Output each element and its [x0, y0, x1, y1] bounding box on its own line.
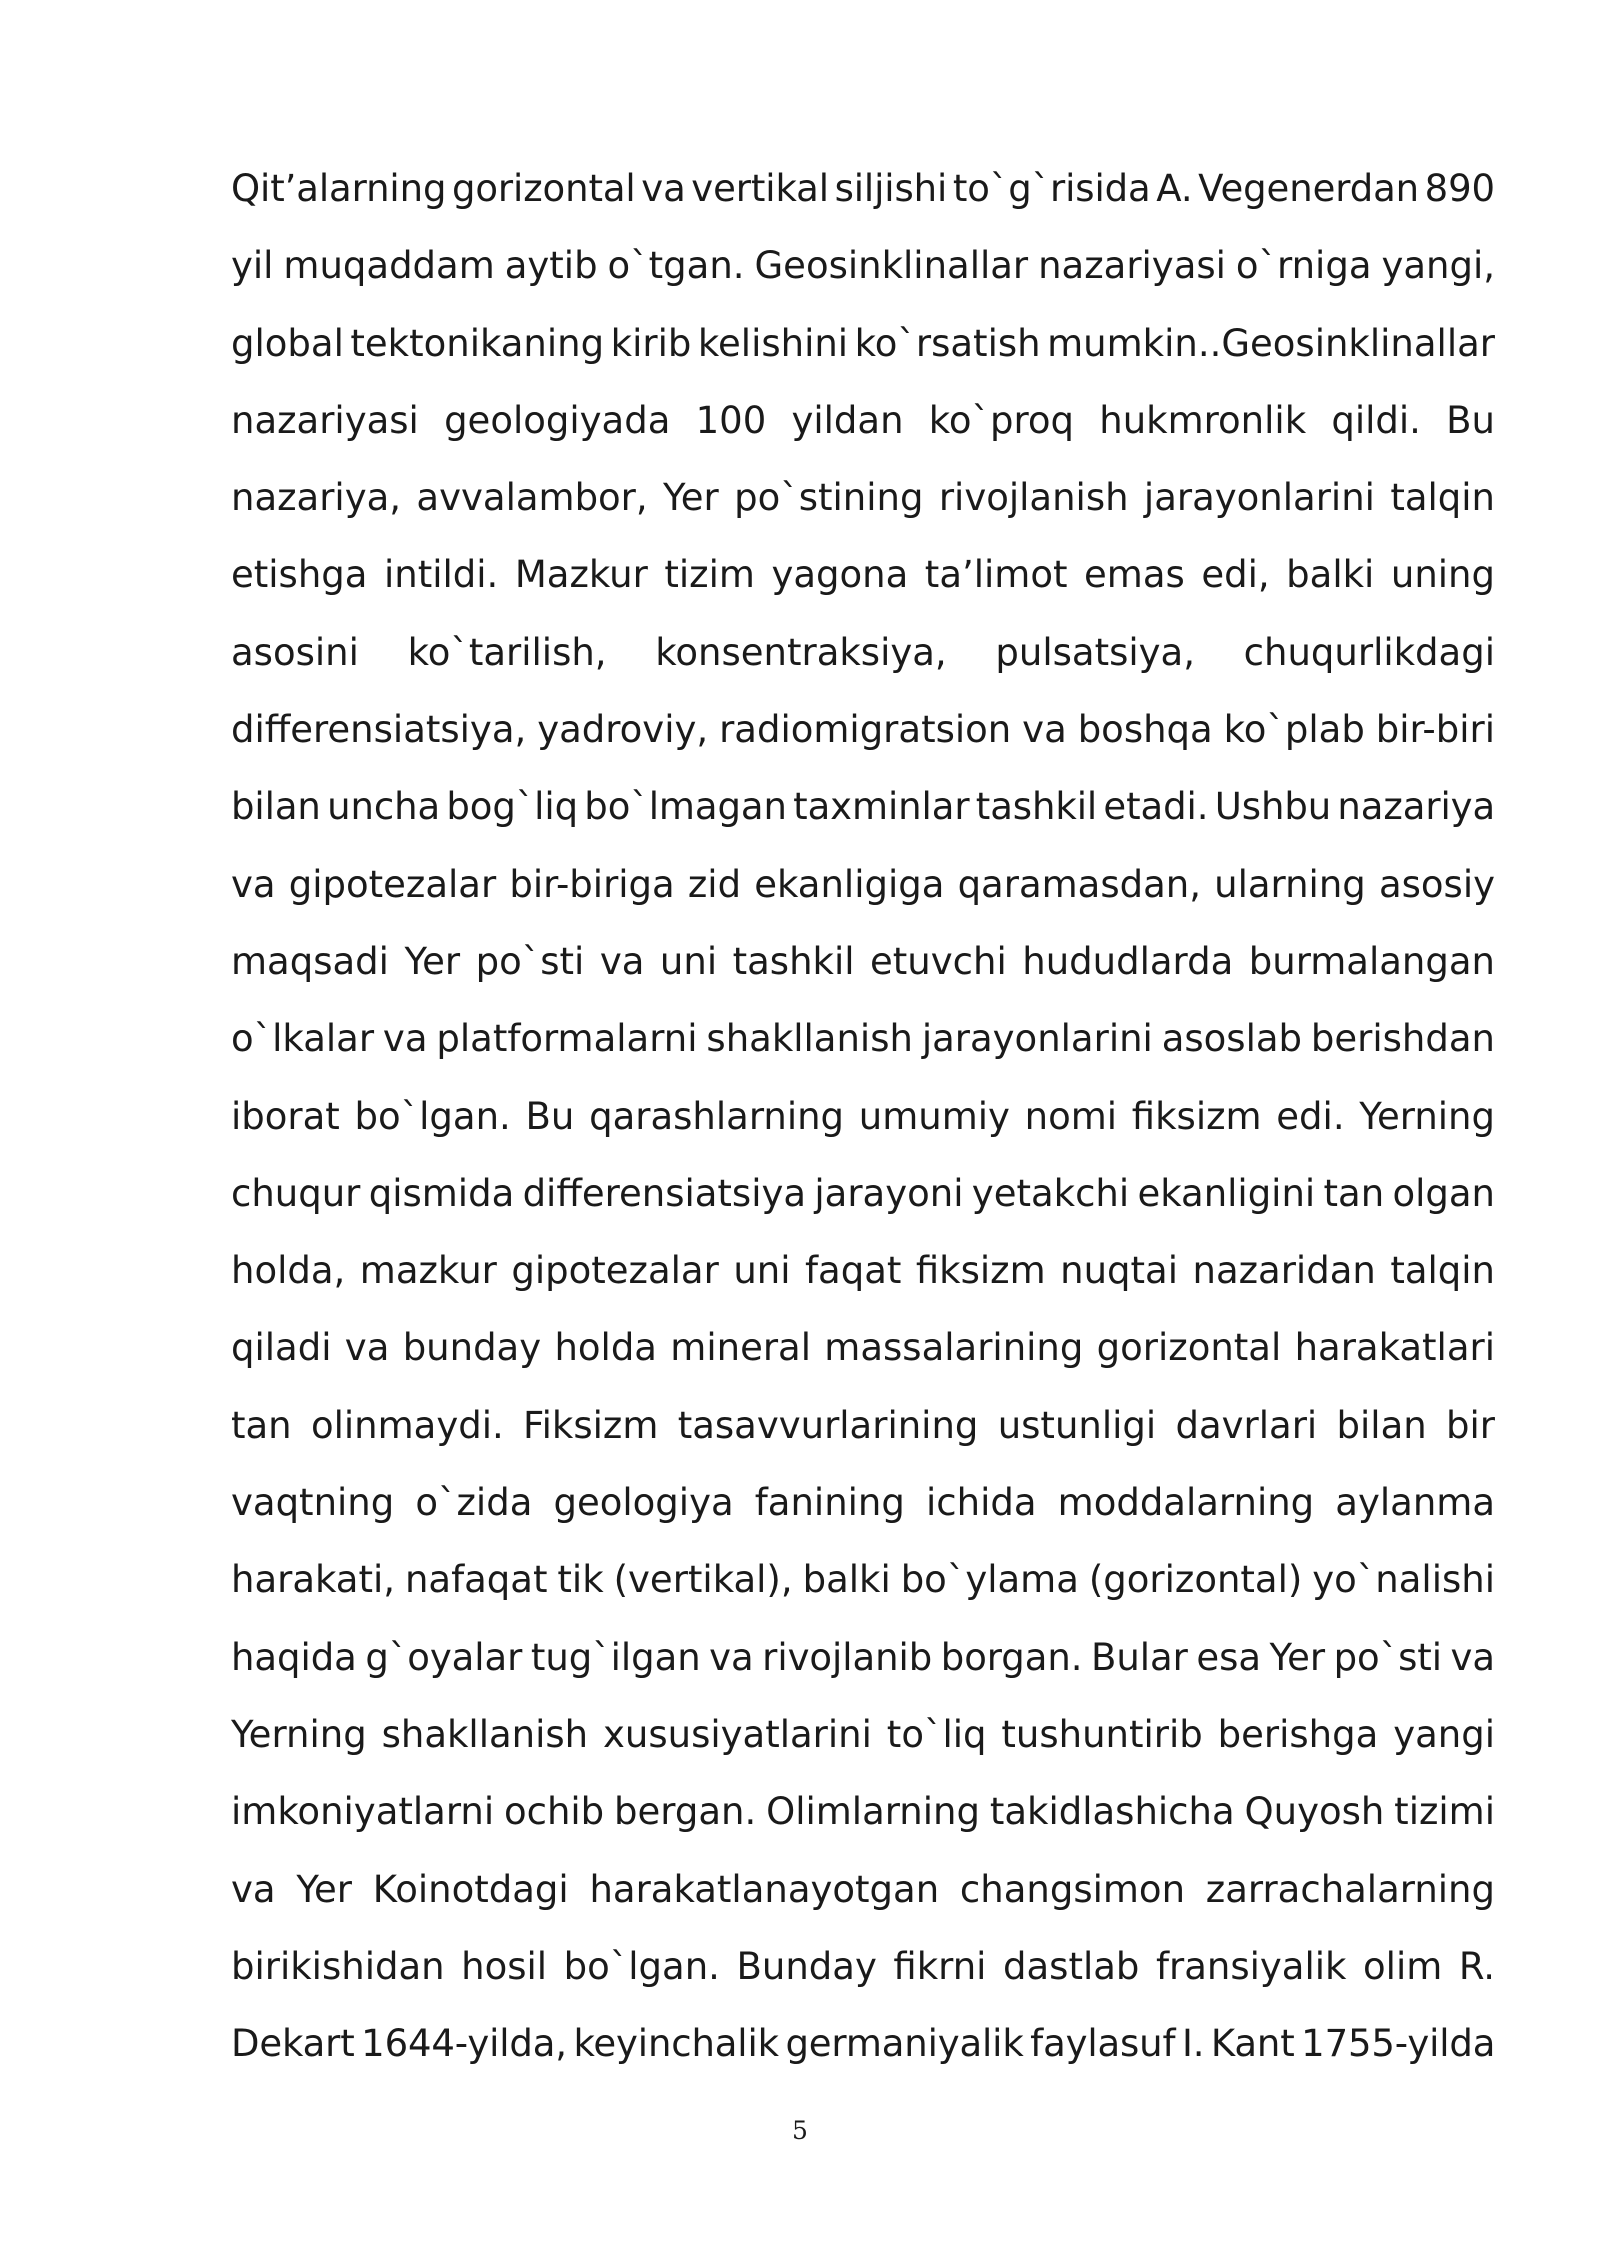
text-line: holda, mazkur gipotezalar uni faqat fiksizm nuqtai nazaridan talqin — [231, 1249, 1495, 1293]
text-line: birikishidan hosil bo`lgan. Bunday fikrni dastlab fransiyalik olim R. — [231, 1944, 1495, 1988]
text-line: va gipotezalar bir-biriga zid ekanligiga qaramasdan, ularning asosiy — [231, 862, 1495, 906]
text-line: differensiatsiya, yadroviy, radiomigratsion va boshqa ko`plab bir-biri — [231, 708, 1495, 752]
text-line: yil muqaddam aytib o`tgan. Geosinklinallar nazariyasi o`rniga yangi, — [231, 244, 1495, 288]
text-line: nazariya, avvalambor, Yer po`stining rivojlanish jarayonlarini talqin — [231, 476, 1495, 520]
text-line: qiladi va bunday holda mineral massalarining gorizontal harakatlari — [231, 1326, 1495, 1370]
text-line: global tektonikaning kirib kelishini ko`rsatish mumkin..Geosinklinallar — [231, 321, 1495, 365]
text-line: tan olinmaydi. Fiksizm tasavvurlarining ustunligi davrlari bilan bir — [231, 1403, 1495, 1447]
text-line: asosini ko`tarilish, konsentraksiya, pulsatsiya, chuqurlikdagi — [231, 630, 1495, 674]
text-line: imkoniyatlarni ochib bergan. Olimlarning takidlashicha Quyosh tizimi — [231, 1790, 1495, 1834]
body-paragraph — [231, 150, 1495, 2082]
text-line: va Yer Koinotdagi harakatlanayotgan changsimon zarrachalarning — [231, 1867, 1495, 1911]
text-line: etishga intildi. Mazkur tizim yagona ta’limot emas edi, balki uning — [231, 553, 1495, 597]
text-line: Qit’alarning gorizontal va vertikal siljishi to`g`risida A. Vegenerdan 890 — [231, 167, 1496, 210]
text-line: o`lkalar va platformalarni shakllanish jarayonlarini asoslab berishdan — [231, 1017, 1495, 1061]
text-line: Dekart 1644-yilda, keyinchalik germaniyalik faylasuf I. Kant 1755-yilda — [231, 2022, 1496, 2066]
text-line: harakati, nafaqat tik (vertikal), balki bo`ylama (gorizontal) yo`nalishi — [231, 1558, 1495, 1602]
page-number: 5 — [792, 2116, 808, 2145]
text-line: vaqtning o`zida geologiya fanining ichida moddalarning aylanma — [231, 1481, 1495, 1525]
text-line: Yerning shakllanish xususiyatlarini to`liq tushuntirib berishga yangi — [231, 1712, 1495, 1756]
text-line: iborat bo`lgan. Bu qarashlarning umumiy nomi fiksizm edi. Yerning — [231, 1094, 1495, 1138]
text-line: chuqur qismida differensiatsiya jarayoni yetakchi ekanligini tan olgan — [231, 1171, 1495, 1215]
text-line: bilan uncha bog`liq bo`lmagan taxminlar tashkil etadi. Ushbu nazariya — [231, 785, 1496, 829]
text-line: haqida g`oyalar tug`ilgan va rivojlanib borgan. Bular esa Yer po`sti va — [231, 1635, 1496, 1679]
text-line: maqsadi Yer po`sti va uni tashkil etuvchi hududlarda burmalangan — [231, 939, 1495, 983]
text-line: nazariyasi geologiyada 100 yildan ko`proq hukmronlik qildi. Bu — [231, 398, 1495, 442]
